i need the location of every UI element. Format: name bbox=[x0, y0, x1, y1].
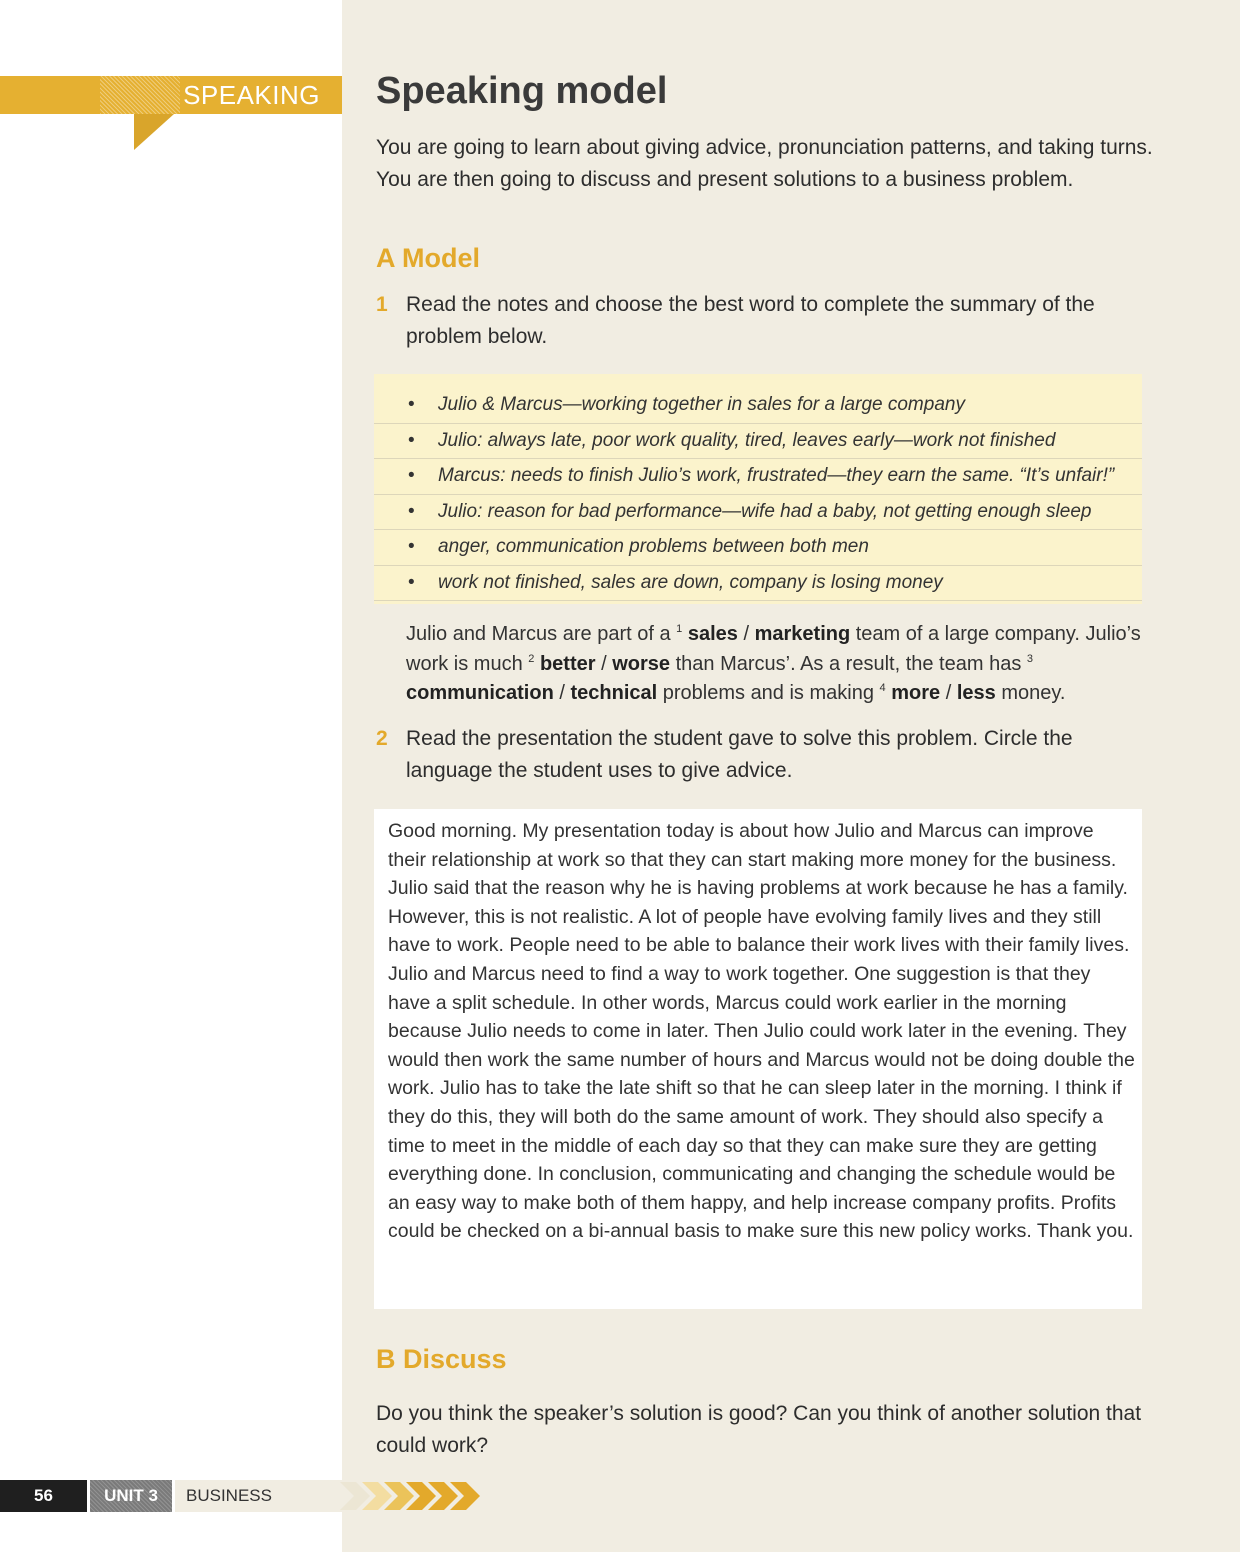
summary-paragraph bbox=[406, 620, 1146, 709]
intro-text: You are going to learn about giving advice, pronunciation patterns, and taking turns. You are then going to discuss and present solutions to a business problem. bbox=[376, 136, 1153, 191]
task-1-number: 1 bbox=[376, 293, 388, 316]
note-text: Marcus: needs to finish Julio’s work, frustrated—they earn the same. “It’s unfair!” bbox=[438, 465, 1115, 486]
task-2-instruction: Read the presentation the student gave to solve this problem. Circle the language the student uses to give advice. bbox=[406, 727, 1073, 782]
section-ribbon bbox=[0, 76, 342, 114]
summary-text: money. bbox=[1001, 682, 1066, 704]
summary-text: Julio and Marcus are part of a bbox=[406, 623, 671, 645]
bullet-icon: • bbox=[408, 571, 415, 593]
note-item bbox=[374, 530, 1142, 566]
choice-option[interactable]: worse bbox=[612, 652, 671, 675]
bullet-icon: • bbox=[408, 465, 415, 486]
bullet-icon: • bbox=[408, 500, 415, 522]
ribbon-fold bbox=[134, 114, 174, 150]
task-2 bbox=[376, 723, 1156, 787]
notes-box bbox=[374, 374, 1142, 604]
section-a-heading: A Model bbox=[376, 243, 480, 273]
gap-number: 1 bbox=[676, 623, 683, 635]
choice-separator: / bbox=[945, 682, 952, 704]
choice-separator: / bbox=[743, 623, 750, 645]
page-title: Speaking model bbox=[376, 70, 668, 112]
choice-option[interactable]: sales bbox=[687, 623, 738, 645]
bullet-icon: • bbox=[408, 536, 415, 557]
summary-text: problems and is making bbox=[662, 682, 874, 704]
choice-option[interactable]: less bbox=[956, 682, 996, 704]
summary-text: than Marcus’. As a result, the team has bbox=[675, 652, 1022, 675]
section-label: SPEAKING bbox=[183, 80, 320, 110]
notes-list bbox=[374, 374, 1142, 601]
task-2-number: 2 bbox=[376, 727, 388, 750]
bullet-icon: • bbox=[408, 394, 415, 415]
page-footer bbox=[0, 1480, 500, 1512]
ribbon-hatch bbox=[100, 76, 180, 114]
task-1 bbox=[376, 289, 1156, 353]
note-text: anger, communication problems between both men bbox=[438, 536, 869, 557]
choice-separator: / bbox=[559, 682, 565, 704]
chevron-arrows-icon bbox=[340, 1480, 500, 1512]
discussion-question: Do you think the speaker’s solution is good? Can you think of another solution that could work? bbox=[376, 1402, 1142, 1457]
note-item bbox=[374, 459, 1142, 495]
note-item bbox=[374, 566, 1142, 602]
unit-label: UNIT 3 bbox=[90, 1480, 172, 1512]
note-item bbox=[374, 388, 1142, 424]
presentation-text: Good morning. My presentation today is about how Julio and Marcus can improve their relationship at work so that they can start making more money for the business. Julio said that the reason why he is having problems at work because he has a family. However, this is not realistic. A lot of people have evolving family lives and they still have to work. People need to be able to balance their work lives with their family lives. Julio and Marcus need to find a way to work together. One suggestion is that they have a split schedule. In other words, Marcus could work earlier in the morning because Julio needs to come in later. Then Julio could work later in the evening. They would then work the same number of hours and Marcus would not be doing double the work. Julio has to take the late shift so that he can sleep later in the morning. I think if they do this, they will both do the same amount of work. They should also specify a time to meet in the middle of each day so that they can make sure they are getting everything done. In conclusion, communicating and changing the schedule would be an easy way to make both of them happy, and help increase company profits. Profits could be checked on a bi-annual basis to make sure this new policy works. Thank you. bbox=[388, 820, 1135, 1243]
gap-number: 4 bbox=[879, 682, 886, 694]
choice-option[interactable]: more bbox=[891, 682, 941, 704]
choice-separator: / bbox=[601, 652, 607, 675]
section-b-heading: B Discuss bbox=[376, 1344, 507, 1374]
choice-option[interactable]: communication bbox=[406, 682, 554, 704]
topic-label: BUSINESS bbox=[175, 1480, 386, 1512]
gap-number: 3 bbox=[1026, 652, 1034, 665]
note-item bbox=[374, 424, 1142, 460]
note-text: Julio & Marcus—working together in sales for a large company bbox=[438, 394, 965, 415]
choice-option[interactable]: better bbox=[539, 652, 596, 675]
note-text: Julio: always late, poor work quality, tired, leaves early—work not finished bbox=[438, 429, 1056, 451]
task-1-instruction: Read the notes and choose the best word to complete the summary of the problem below. bbox=[406, 293, 1095, 348]
note-text: work not finished, sales are down, company is losing money bbox=[438, 571, 943, 593]
note-text: Julio: reason for bad performance—wife had a baby, not getting enough sleep bbox=[438, 500, 1092, 522]
note-item bbox=[374, 495, 1142, 531]
page-number: 56 bbox=[0, 1480, 87, 1512]
choice-option[interactable]: marketing bbox=[754, 623, 851, 645]
presentation-box bbox=[374, 809, 1142, 1309]
summary-text: team of a large company. Julio’s work is much bbox=[406, 623, 1141, 675]
choice-option[interactable]: technical bbox=[570, 682, 658, 704]
bullet-icon: • bbox=[408, 429, 415, 451]
gap-number: 2 bbox=[528, 652, 535, 665]
